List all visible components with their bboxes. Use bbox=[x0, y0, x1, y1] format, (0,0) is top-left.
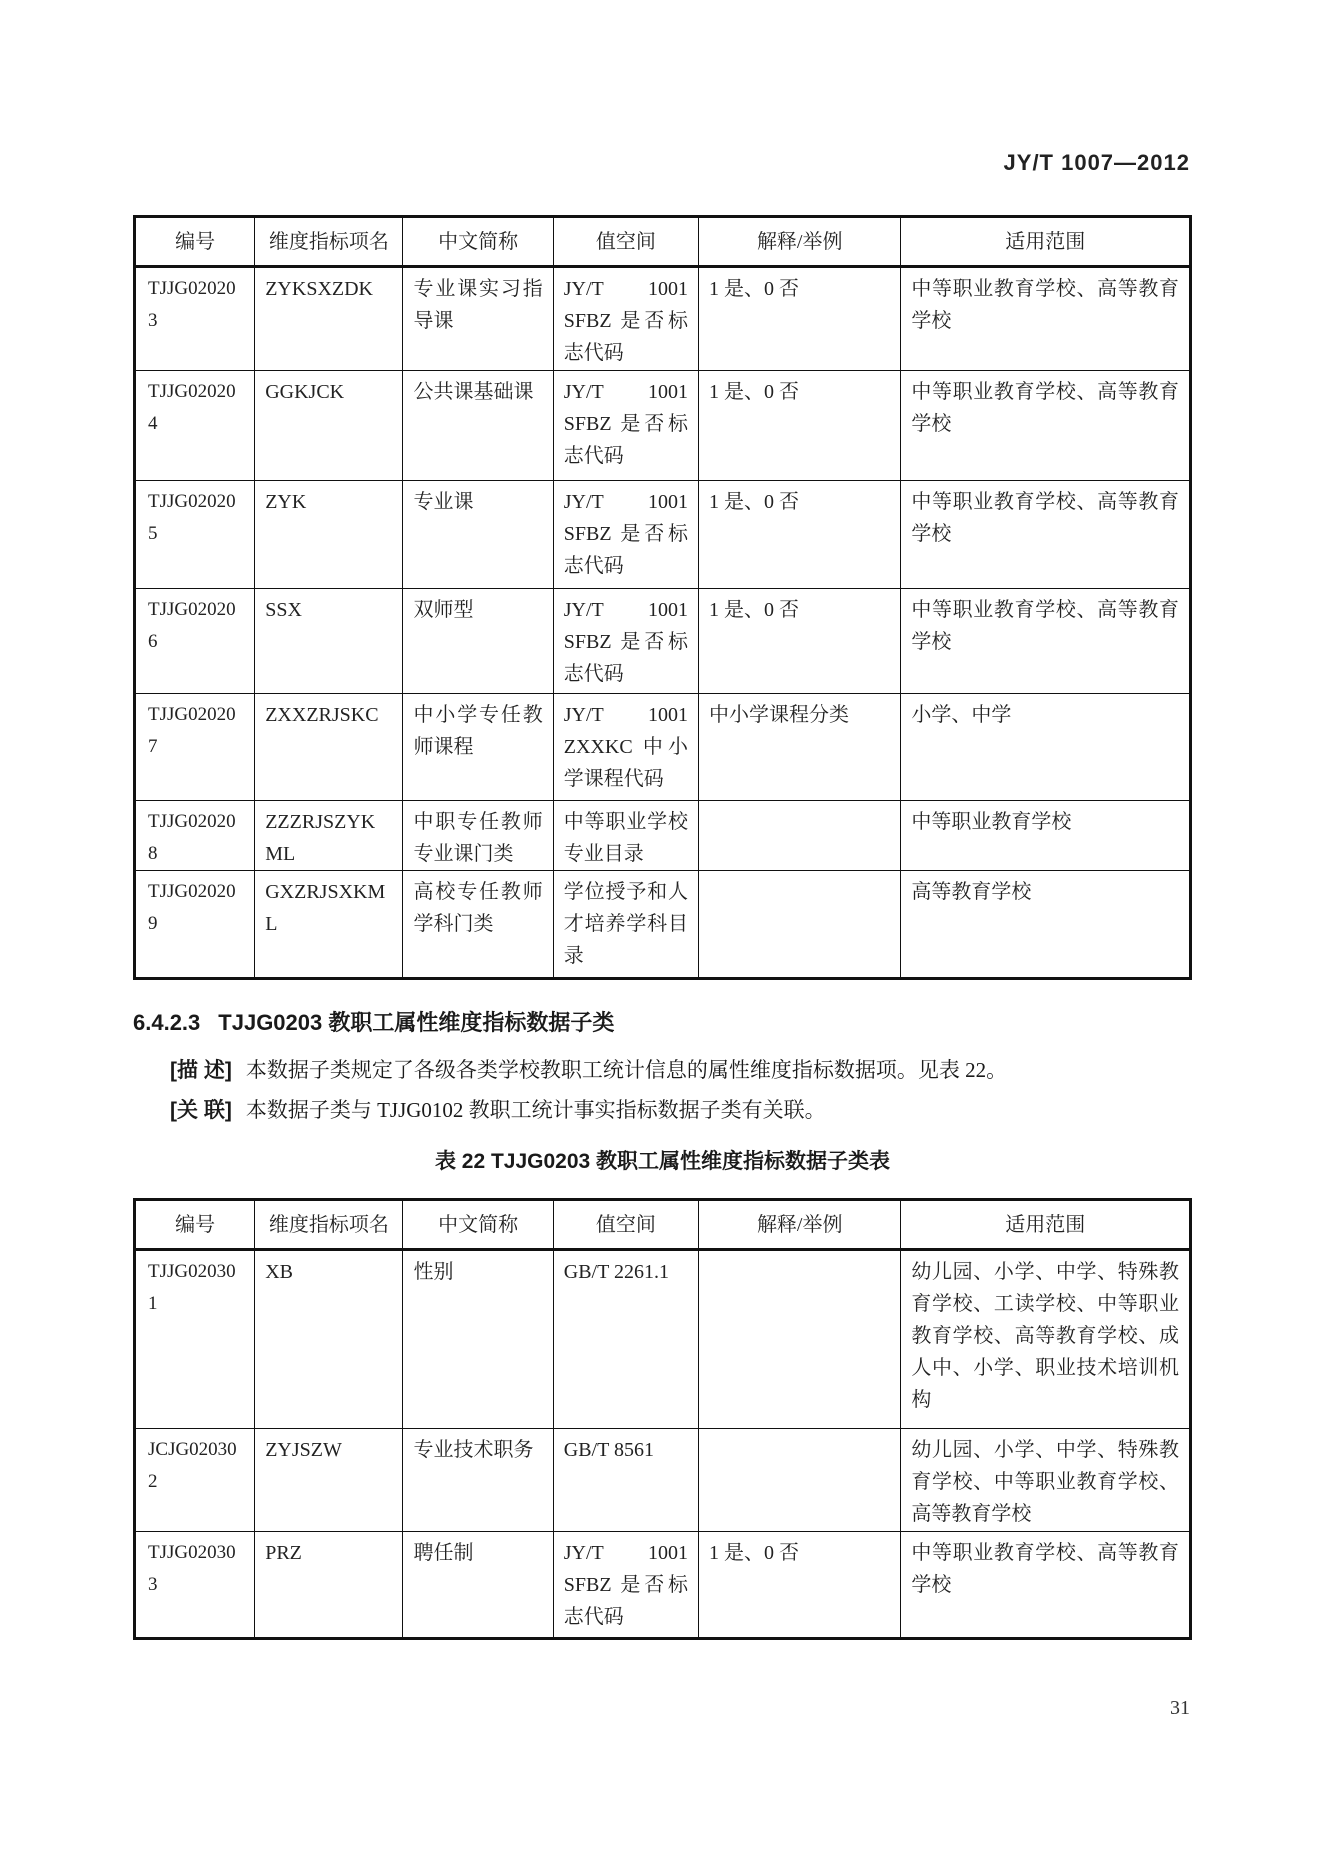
cell-valuespace: JY/T 1001 SFBZ 是否标志代码 bbox=[553, 1532, 698, 1639]
cell-valuespace: GB/T 2261.1 bbox=[553, 1250, 698, 1429]
cell-explain bbox=[699, 801, 901, 871]
cell-name: ZYK bbox=[255, 481, 403, 589]
table-header-row bbox=[135, 1200, 1191, 1250]
column-header-name: 维度指标项名 bbox=[255, 217, 403, 267]
cell-id: TJJG020303 bbox=[135, 1532, 255, 1639]
cell-valuespace: JY/T 1001 SFBZ 是否标志代码 bbox=[553, 481, 698, 589]
cell-scope: 中等职业教育学校、高等教育学校 bbox=[901, 589, 1191, 694]
cell-valuespace: JY/T 1001 SFBZ 是否标志代码 bbox=[553, 589, 698, 694]
cell-name: ZZZRJSZYKML bbox=[255, 801, 403, 871]
cell-id: JCJG020302 bbox=[135, 1429, 255, 1532]
cell-short: 专业课实习指导课 bbox=[403, 267, 553, 371]
cell-explain: 1 是、0 否 bbox=[699, 371, 901, 481]
relation-text: 本数据子类与 TJJG0102 教职工统计事实指标数据子类有关联。 bbox=[245, 1098, 826, 1122]
cell-id: TJJG020207 bbox=[135, 694, 255, 801]
cell-short: 性别 bbox=[403, 1250, 553, 1429]
column-header-name: 维度指标项名 bbox=[255, 1200, 403, 1250]
cell-name: ZYJSZW bbox=[255, 1429, 403, 1532]
relation-paragraph bbox=[170, 1095, 1195, 1126]
cell-valuespace: GB/T 8561 bbox=[553, 1429, 698, 1532]
cell-name: ZYKSXZDK bbox=[255, 267, 403, 371]
cell-valuespace: JY/T 1001 ZXXKC 中小学课程代码 bbox=[553, 694, 698, 801]
table-header-row bbox=[135, 217, 1191, 267]
cell-short: 高校专任教师学科门类 bbox=[403, 871, 553, 979]
cell-name: GGKJCK bbox=[255, 371, 403, 481]
table-22-staff-attribute-dimension bbox=[133, 1198, 1192, 1640]
standard-number-header: JY/T 1007—2012 bbox=[1003, 150, 1190, 175]
cell-explain: 1 是、0 否 bbox=[699, 481, 901, 589]
cell-scope: 中等职业教育学校、高等教育学校 bbox=[901, 267, 1191, 371]
column-header-explain: 解释/举例 bbox=[699, 1200, 901, 1250]
table-22-caption: 表 22 TJJG0203 教职工属性维度指标数据子类表 bbox=[434, 1150, 891, 1173]
cell-name: XB bbox=[255, 1250, 403, 1429]
cell-explain bbox=[699, 871, 901, 979]
cell-valuespace: 学位授予和人才培养学科目录 bbox=[553, 871, 698, 979]
cell-id: TJJG020205 bbox=[135, 481, 255, 589]
cell-scope: 幼儿园、小学、中学、特殊教育学校、工读学校、中等职业教育学校、高等教育学校、成人中、小学、职业技术培训机构 bbox=[901, 1250, 1191, 1429]
column-header-id: 编号 bbox=[135, 1200, 255, 1250]
cell-explain: 1 是、0 否 bbox=[699, 1532, 901, 1639]
cell-short: 专业技术职务 bbox=[403, 1429, 553, 1532]
cell-explain: 中小学课程分类 bbox=[699, 694, 901, 801]
cell-scope: 小学、中学 bbox=[901, 694, 1191, 801]
table-row bbox=[135, 1250, 1191, 1429]
table-row bbox=[135, 1532, 1191, 1639]
description-text: 本数据子类规定了各级各类学校教职工统计信息的属性维度指标数据项。见表 22。 bbox=[245, 1058, 1008, 1082]
cell-id: TJJG020208 bbox=[135, 801, 255, 871]
cell-explain bbox=[699, 1250, 901, 1429]
cell-explain: 1 是、0 否 bbox=[699, 267, 901, 371]
cell-scope: 中等职业教育学校、高等教育学校 bbox=[901, 1532, 1191, 1639]
cell-valuespace: JY/T 1001 SFBZ 是否标志代码 bbox=[553, 371, 698, 481]
column-header-id: 编号 bbox=[135, 217, 255, 267]
column-header-valuespace: 值空间 bbox=[553, 1200, 698, 1250]
table-row bbox=[135, 267, 1191, 371]
cell-id: TJJG020209 bbox=[135, 871, 255, 979]
cell-short: 中职专任教师专业课门类 bbox=[403, 801, 553, 871]
description-paragraph bbox=[170, 1055, 1195, 1086]
table-row bbox=[135, 371, 1191, 481]
cell-scope: 中等职业教育学校、高等教育学校 bbox=[901, 481, 1191, 589]
table-row bbox=[135, 589, 1191, 694]
cell-name: SSX bbox=[255, 589, 403, 694]
table-row bbox=[135, 871, 1191, 979]
cell-id: TJJG020206 bbox=[135, 589, 255, 694]
cell-name: PRZ bbox=[255, 1532, 403, 1639]
cell-valuespace: JY/T 1001 SFBZ 是否标志代码 bbox=[553, 267, 698, 371]
page-number: 31 bbox=[1170, 1697, 1190, 1719]
cell-scope: 高等教育学校 bbox=[901, 871, 1191, 979]
cell-short: 双师型 bbox=[403, 589, 553, 694]
cell-scope: 幼儿园、小学、中学、特殊教育学校、中等职业教育学校、高等教育学校 bbox=[901, 1429, 1191, 1532]
description-label: [描 述] bbox=[170, 1059, 232, 1082]
cell-explain bbox=[699, 1429, 901, 1532]
cell-name: ZXXZRJSKC bbox=[255, 694, 403, 801]
relation-label: [关 联] bbox=[170, 1099, 232, 1122]
cell-explain: 1 是、0 否 bbox=[699, 589, 901, 694]
column-header-scope: 适用范围 bbox=[901, 1200, 1191, 1250]
dimension-indicator-table-continued bbox=[133, 215, 1192, 980]
column-header-scope: 适用范围 bbox=[901, 217, 1191, 267]
column-header-valuespace: 值空间 bbox=[553, 217, 698, 267]
column-header-short: 中文简称 bbox=[403, 1200, 553, 1250]
column-header-explain: 解释/举例 bbox=[699, 217, 901, 267]
cell-scope: 中等职业教育学校、高等教育学校 bbox=[901, 371, 1191, 481]
cell-name: GXZRJSXKML bbox=[255, 871, 403, 979]
table-row bbox=[135, 801, 1191, 871]
cell-short: 中小学专任教师课程 bbox=[403, 694, 553, 801]
cell-valuespace: 中等职业学校专业目录 bbox=[553, 801, 698, 871]
cell-id: TJJG020301 bbox=[135, 1250, 255, 1429]
cell-short: 聘任制 bbox=[403, 1532, 553, 1639]
section-heading bbox=[133, 1006, 614, 1037]
table-row bbox=[135, 1429, 1191, 1532]
table-row bbox=[135, 481, 1191, 589]
section-title: TJJG0203 教职工属性维度指标数据子类 bbox=[218, 1010, 615, 1035]
cell-id: TJJG020203 bbox=[135, 267, 255, 371]
table-row bbox=[135, 694, 1191, 801]
cell-short: 公共课基础课 bbox=[403, 371, 553, 481]
cell-short: 专业课 bbox=[403, 481, 553, 589]
column-header-short: 中文简称 bbox=[403, 217, 553, 267]
cell-id: TJJG020204 bbox=[135, 371, 255, 481]
section-number: 6.4.2.3 bbox=[133, 1010, 201, 1035]
cell-scope: 中等职业教育学校 bbox=[901, 801, 1191, 871]
